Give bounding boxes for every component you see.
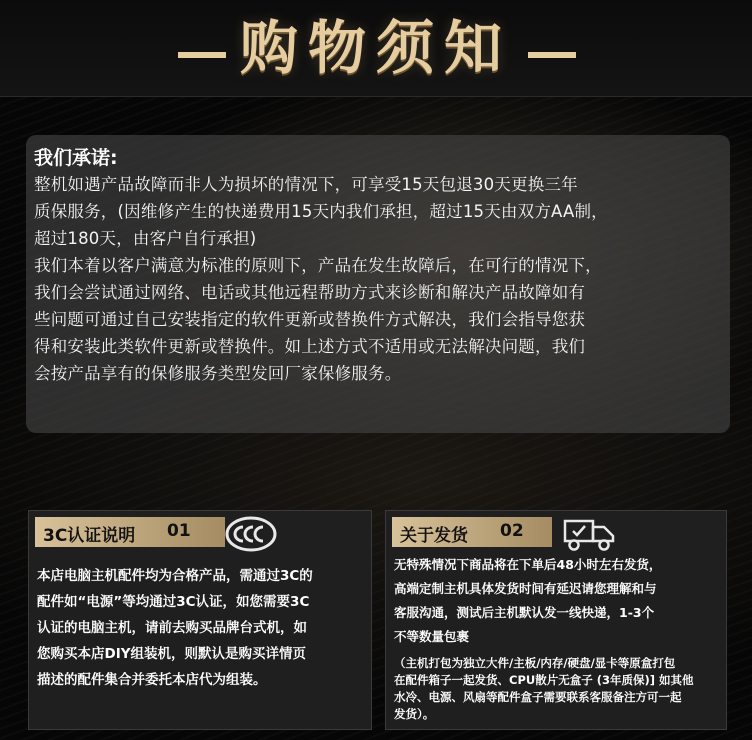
cert-card-header — [35, 517, 225, 547]
cert-card-number: 01 — [167, 521, 191, 541]
promise-title: 我们承诺: — [34, 147, 118, 169]
ccc-mark-icon — [225, 516, 277, 556]
title-right-dash — [528, 52, 576, 58]
cert-line: 本店电脑主机配件均为合格产品，需通过3C的 — [37, 568, 313, 584]
promise-line: 超过180天，由客户自行承担) — [34, 229, 257, 248]
promise-line: 质保服务，(因维修产生的快递费用15天内我们承担，超过15天由双方AA制， — [34, 202, 608, 221]
cert-line: 您购买本店DIY组装机，则默认是购买详情页 — [37, 646, 307, 662]
promise-panel — [26, 135, 730, 433]
promise-line: 些问题可通过自己安装指定的软件更新或替换件方式解决，我们会指导您获 — [34, 310, 586, 329]
shipping-line: 不等数量包裹 — [394, 629, 470, 644]
shipping-note-line: （主机打包为独立大件/主板/内存/硬盘/显卡等原盒打包 — [394, 656, 676, 670]
header-banner — [0, 0, 752, 97]
shipping-line: 高端定制主机具体发货时间有延迟请您理解和与 — [394, 581, 657, 596]
promise-line: 会按产品享有的保修服务类型发回厂家保修服务。 — [34, 364, 402, 383]
shipping-card-body — [394, 553, 724, 649]
cert-line: 描述的配件集合并委托本店代为组装。 — [37, 672, 267, 688]
shipping-card-header — [392, 517, 552, 547]
cert-line: 认证的电脑主机，请前去购买品牌台式机，如 — [37, 620, 307, 636]
shipping-card-number: 02 — [500, 521, 524, 541]
cert-line: 配件如“电源”等均通过3C认证，如您需要3C — [37, 594, 310, 610]
promise-line: 得和安装此类软件更新或替换件。如上述方式不适用或无法解决问题，我们 — [34, 337, 586, 356]
cert-card — [28, 510, 372, 730]
shipping-line: 无特殊情况下商品将在下单后48小时左右发货， — [394, 557, 662, 572]
shipping-note-line: 水冷、电源、风扇等配件盒子需要联系客服备注方可一起 — [394, 690, 682, 704]
promise-line: 我们会尝试通过网络、电话或其他远程帮助方式来诊断和解决产品故障如有 — [34, 283, 586, 302]
shipping-note-line: 发货）。 — [394, 707, 435, 721]
shipping-note — [394, 655, 724, 723]
shipping-line: 客服沟通，测试后主机默认发一线快递，1-3个 — [394, 605, 655, 620]
delivery-truck-icon — [562, 515, 618, 557]
promise-line: 我们本着以客户满意为标准的原则下，产品在发生故障后，在可行的情况下， — [34, 256, 602, 275]
shipping-note-line: 在配件箱子一起发货、CPU散片无盒子 (3年质保)] 如其他 — [394, 673, 694, 687]
shipping-card — [385, 510, 727, 730]
cert-card-label: 3C认证说明 — [43, 526, 136, 546]
page-title: 购物须知 — [239, 14, 512, 82]
shipping-card-label: 关于发货 — [400, 526, 468, 546]
cert-card-body — [37, 563, 367, 693]
promise-text — [34, 171, 724, 387]
promise-line: 整机如遇产品故障而非人为损坏的情况下，可享受15天包退30天更换三年 — [34, 175, 578, 194]
